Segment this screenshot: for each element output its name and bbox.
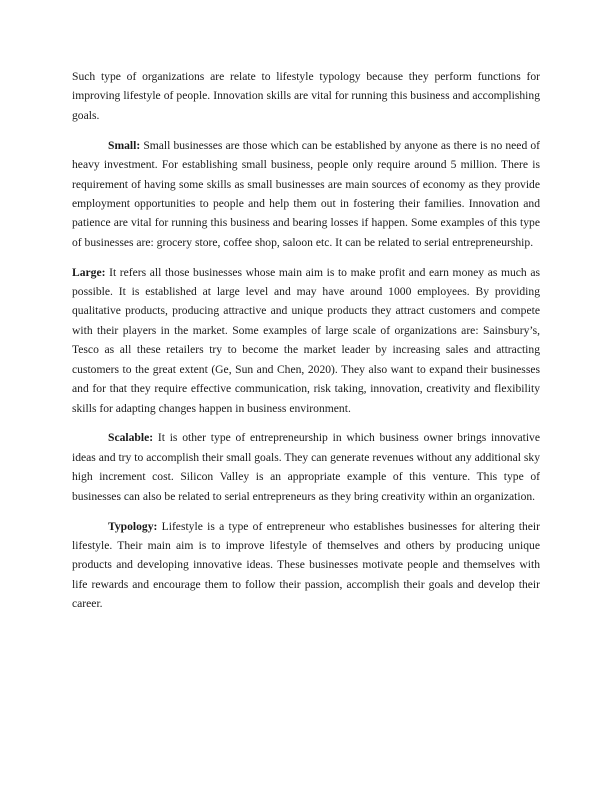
paragraph-text: Lifestyle is a type of entrepreneur who establishes businesses for altering their lifestyle. Their main aim is to improve lifestyle of themselves and others by producing unique products and developing innovative ideas. These businesses motivate people and themselves with life rewards and encourage them to follow their passion, accomplish their goals and develop their career. bbox=[72, 519, 540, 611]
paragraph-text: Small businesses are those which can be established by anyone as there is no need of heavy investment. For establishing small business, people only require around 5 million. There is requirement of having some skills as small businesses are main sources of economy as they provide employment opportunities to people and help them out in fostering their families. Innovation and patience are vital for running this business and bearing losses if happen. Some examples of this type of businesses are: grocery store, coffee shop, saloon etc. It can be related to serial entrepreneurship. bbox=[72, 138, 540, 249]
paragraph-term-typology: Typology: bbox=[108, 519, 158, 533]
paragraph-lifestyle-intro bbox=[72, 67, 540, 125]
paragraph-typology bbox=[72, 517, 540, 614]
paragraph-text: Such type of organizations are relate to lifestyle typology because they perform functions for improving lifestyle of people. Innovation skills are vital for running this business and accomplishing goals. bbox=[72, 70, 540, 122]
paragraph-scalable bbox=[72, 428, 540, 506]
document-body bbox=[72, 67, 540, 624]
paragraph-term-large: Large: bbox=[72, 265, 106, 279]
paragraph-text: It is other type of entrepreneurship in which business owner brings innovative ideas and try to accomplish their small goals. They can generate revenues without any additional sky high increment cost. Silicon Valley is an appropriate example of this venture. This type of businesses can also be related to serial entrepreneurs as they bring creativity within an organization. bbox=[72, 431, 540, 503]
paragraph-term-small: Small: bbox=[108, 138, 141, 152]
paragraph-small bbox=[72, 136, 540, 252]
paragraph-term-scalable: Scalable: bbox=[108, 431, 154, 445]
paragraph-text: It refers all those businesses whose main aim is to make profit and earn money as much as possible. It is established at large level and may have around 1000 employees. By providing qualitative products, producing attractive and unique products they attract customers and compete with their players in the market. Some examples of large scale of organizations are: Sainsbury’s, Tesco as all these retailers try to become the market leader by increasing sales and attracting customers to the great extent (Ge, Sun and Chen, 2020). They also want to expand their businesses and for that they require effective communication, risk taking, innovation, creativity and flexibility skills for adapting changes happen in business environment. bbox=[72, 265, 540, 415]
paragraph-large bbox=[72, 263, 540, 418]
